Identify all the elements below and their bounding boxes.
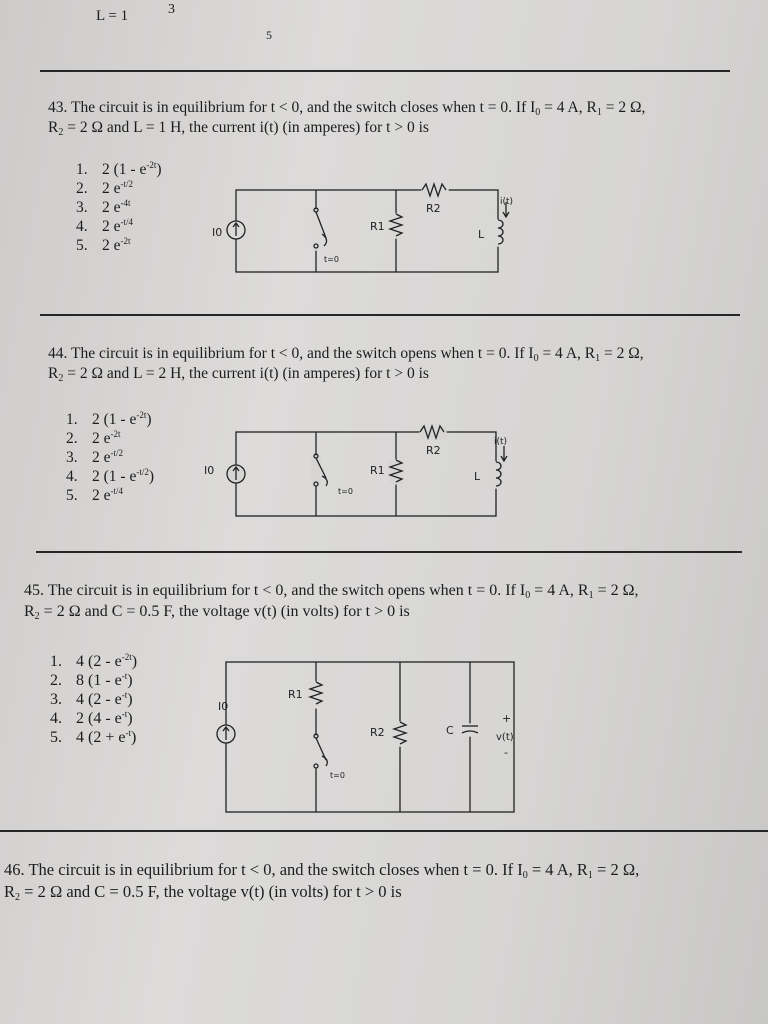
q45-option-1[interactable]: 1. 4 $(2 - e^{-2t})$	[50, 652, 138, 670]
divider-top	[40, 70, 730, 72]
q43-label-source: I0	[212, 226, 223, 239]
q44-label-r1: R1	[370, 464, 385, 477]
q43-label-it: i(t)	[500, 197, 514, 207]
divider-q43-q44	[40, 314, 740, 316]
q45-label-t0: t=0	[330, 771, 345, 780]
q45-label-source: I0	[218, 700, 229, 713]
top-fragment-mid: 3	[168, 2, 175, 17]
q43-label-t0: t=0	[324, 255, 339, 264]
q43-options	[76, 160, 162, 255]
q45-option-4[interactable]: 4. 2 $(4 - e^{-t})$	[50, 709, 133, 727]
q43-option-2[interactable]: 2. 2 $e^{-t/2}$	[76, 179, 134, 197]
q43-circuit-diagram	[200, 180, 520, 280]
q45-options	[50, 652, 137, 747]
q45-label-r1: R1	[288, 688, 303, 701]
q43-label-r2: R2	[426, 202, 441, 215]
q44-label-t0: t=0	[338, 487, 353, 496]
q45-option-3[interactable]: 3. 4 $(2 - e^{-t})$	[50, 690, 133, 708]
q43-question-line2: $R_2 = 2$ Ω and L = 1 H, the current i(t) (in amperes) for t > 0 is	[48, 119, 429, 138]
q44-option-4[interactable]: 4. 2 $(1 - e^{-t/2})$	[66, 467, 154, 485]
divider-q44-q45	[36, 551, 742, 553]
top-fragment-right: 5	[266, 28, 272, 42]
q46-question-line1: 46. The circuit is in equilibrium for t < 0, and the switch closes when t = 0. If $I_0 = 4$ A, $R_1 = 2$ Ω,	[4, 860, 640, 881]
q43-label-l: L	[478, 228, 485, 241]
q44-question-line1: 44. The circuit is in equilibrium for t < 0, and the switch opens when t = 0. If $I_0 = 4$ A, $R_1 = 2$ Ω,	[48, 345, 644, 364]
divider-q45-q46	[0, 830, 768, 832]
q44-label-r2: R2	[426, 444, 441, 457]
q43-question-line1: 43. The circuit is in equilibrium for t < 0, and the switch closes when t = 0. If $I_0 = 4$ A, $R_1 = 2$ Ω,	[48, 99, 646, 118]
q44-question-line2: $R_2 = 2$ Ω and L = 2 H, the current i(t) (in amperes) for t > 0 is	[48, 365, 429, 384]
q44-label-it: i(t)	[494, 437, 508, 447]
q43-label-r1: R1	[370, 220, 385, 233]
q43-option-5[interactable]: 5. 2 $e^{-2t}$	[76, 236, 131, 254]
q45-label-vt: v(t)	[496, 732, 514, 743]
q44-option-1[interactable]: 1. 2 $(1 - e^{-2t})$	[66, 410, 152, 428]
q44-circuit-diagram	[200, 422, 520, 522]
q45-option-5[interactable]: 5. 4 $(2 + e^{-t})$	[50, 728, 137, 746]
q45-label-c: C	[446, 724, 454, 737]
q43-option-1[interactable]: 1. 2 $(1 - e^{-2t})$	[76, 160, 162, 178]
q44-option-5[interactable]: 5. 2 $e^{-t/4}$	[66, 486, 124, 504]
q43-option-4[interactable]: 4. 2 $e^{-t/4}$	[76, 217, 134, 235]
q45-question-line2: $R_2 = 2$ Ω and C = 0.5 F, the voltage v(t) (in volts) for t > 0 is	[24, 603, 410, 622]
q45-label-r2: R2	[370, 726, 385, 739]
q46-question-line2: $R_2 = 2$ Ω and C = 0.5 F, the voltage v(t) (in volts) for t > 0 is	[4, 882, 402, 903]
q44-option-3[interactable]: 3. 2 $e^{-t/2}$	[66, 448, 124, 466]
q45-circuit-diagram	[200, 656, 540, 816]
q44-label-source: I0	[204, 464, 215, 477]
q45-option-2[interactable]: 2. 8 $(1 - e^{-t})$	[50, 671, 133, 689]
q44-option-2[interactable]: 2. 2 $e^{-2t}$	[66, 429, 121, 447]
q45-question-line1: 45. The circuit is in equilibrium for t < 0, and the switch opens when t = 0. If $I_0 = 4$ A, $R_1 = 2$ Ω,	[24, 582, 639, 601]
q43-option-3[interactable]: 3. 2 $e^{-4t}$	[76, 198, 131, 216]
q45-label-plus: +	[502, 712, 512, 725]
top-fragment-left: L = 1	[96, 8, 129, 24]
q44-label-l: L	[474, 470, 481, 483]
q45-label-minus: -	[504, 746, 508, 759]
q44-options	[66, 410, 154, 505]
